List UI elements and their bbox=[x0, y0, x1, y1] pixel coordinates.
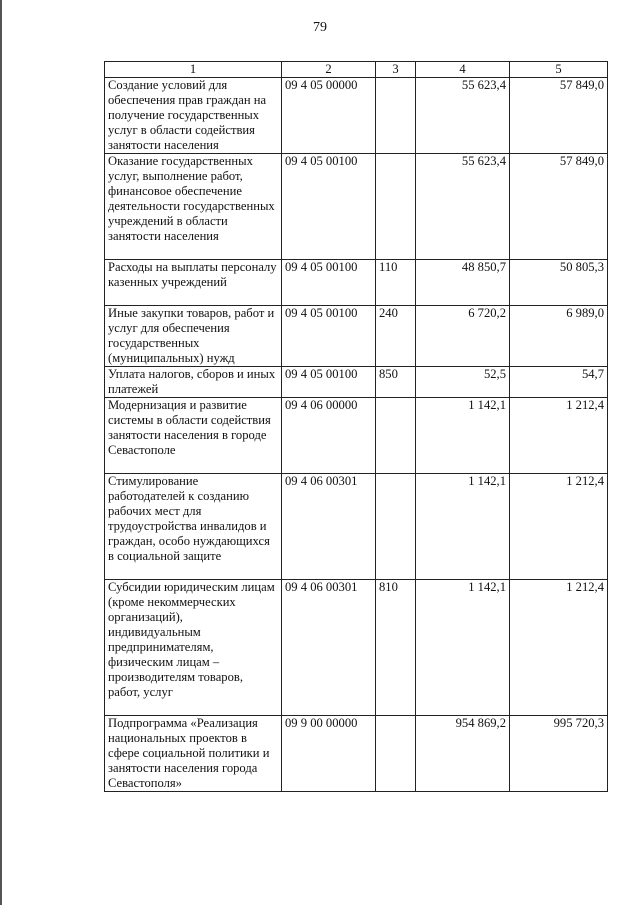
row-value-year-2: 995 720,3 bbox=[510, 716, 608, 792]
row-expense-type bbox=[376, 154, 416, 260]
row-expense-type bbox=[376, 398, 416, 474]
table-row bbox=[105, 154, 608, 260]
row-code: 09 4 05 00100 bbox=[282, 154, 376, 260]
table-row bbox=[105, 716, 608, 792]
row-name: Иные закупки товаров, работ и услуг для обеспечения государственных (муниципальных) нужд bbox=[105, 306, 282, 367]
row-value-year-1: 55 623,4 bbox=[416, 154, 510, 260]
row-code: 09 4 06 00000 bbox=[282, 398, 376, 474]
row-name: Модернизация и развитие системы в области содействия занятости населения в городе Севастополе bbox=[105, 398, 282, 474]
row-expense-type bbox=[376, 474, 416, 580]
row-name: Создание условий для обеспечения прав граждан на получение государственных услуг в области содействия занятости населения bbox=[105, 78, 282, 154]
row-value-year-2: 1 212,4 bbox=[510, 580, 608, 716]
row-code: 09 4 05 00100 bbox=[282, 306, 376, 367]
row-value-year-1: 6 720,2 bbox=[416, 306, 510, 367]
row-code: 09 4 05 00100 bbox=[282, 260, 376, 306]
row-expense-type: 810 bbox=[376, 580, 416, 716]
row-value-year-2: 1 212,4 bbox=[510, 398, 608, 474]
row-value-year-1: 1 142,1 bbox=[416, 474, 510, 580]
table-row bbox=[105, 260, 608, 306]
budget-table bbox=[104, 61, 608, 792]
column-header-3: 3 bbox=[376, 62, 416, 78]
row-value-year-1: 954 869,2 bbox=[416, 716, 510, 792]
table-row bbox=[105, 474, 608, 580]
column-header-4: 4 bbox=[416, 62, 510, 78]
row-value-year-1: 1 142,1 bbox=[416, 580, 510, 716]
table-row bbox=[105, 398, 608, 474]
row-name: Уплата налогов, сборов и иных платежей bbox=[105, 367, 282, 398]
page-number: 79 bbox=[313, 20, 327, 35]
scan-edge bbox=[0, 0, 2, 905]
row-value-year-2: 57 849,0 bbox=[510, 78, 608, 154]
row-name: Оказание государственных услуг, выполнение работ, финансовое обеспечение деятельности государственных учреждений в области занятости населения bbox=[105, 154, 282, 260]
row-name: Субсидии юридическим лицам (кроме некоммерческих организаций), индивидуальным предпринимателям, физическим лицам – производителям товаров, работ, услуг bbox=[105, 580, 282, 716]
row-code: 09 9 00 00000 bbox=[282, 716, 376, 792]
table-row bbox=[105, 367, 608, 398]
table-row bbox=[105, 78, 608, 154]
row-name: Подпрограмма «Реализация национальных проектов в сфере социальной политики и занятости населения города Севастополя» bbox=[105, 716, 282, 792]
row-value-year-2: 1 212,4 bbox=[510, 474, 608, 580]
table-row bbox=[105, 306, 608, 367]
row-value-year-2: 57 849,0 bbox=[510, 154, 608, 260]
table-header-row bbox=[105, 62, 608, 78]
row-expense-type: 850 bbox=[376, 367, 416, 398]
row-code: 09 4 06 00301 bbox=[282, 580, 376, 716]
row-expense-type bbox=[376, 78, 416, 154]
row-expense-type bbox=[376, 716, 416, 792]
column-header-5: 5 bbox=[510, 62, 608, 78]
row-expense-type: 110 bbox=[376, 260, 416, 306]
row-value-year-1: 48 850,7 bbox=[416, 260, 510, 306]
column-header-1: 1 bbox=[105, 62, 282, 78]
row-value-year-2: 54,7 bbox=[510, 367, 608, 398]
column-header-2: 2 bbox=[282, 62, 376, 78]
row-code: 09 4 05 00000 bbox=[282, 78, 376, 154]
row-name: Расходы на выплаты персоналу казенных учреждений bbox=[105, 260, 282, 306]
row-value-year-2: 6 989,0 bbox=[510, 306, 608, 367]
row-value-year-1: 1 142,1 bbox=[416, 398, 510, 474]
row-expense-type: 240 bbox=[376, 306, 416, 367]
table-row bbox=[105, 580, 608, 716]
row-value-year-1: 52,5 bbox=[416, 367, 510, 398]
row-value-year-1: 55 623,4 bbox=[416, 78, 510, 154]
row-code: 09 4 06 00301 bbox=[282, 474, 376, 580]
row-value-year-2: 50 805,3 bbox=[510, 260, 608, 306]
row-code: 09 4 05 00100 bbox=[282, 367, 376, 398]
row-name: Стимулирование работодателей к созданию рабочих мест для трудоустройства инвалидов и граждан, особо нуждающихся в социальной защите bbox=[105, 474, 282, 580]
